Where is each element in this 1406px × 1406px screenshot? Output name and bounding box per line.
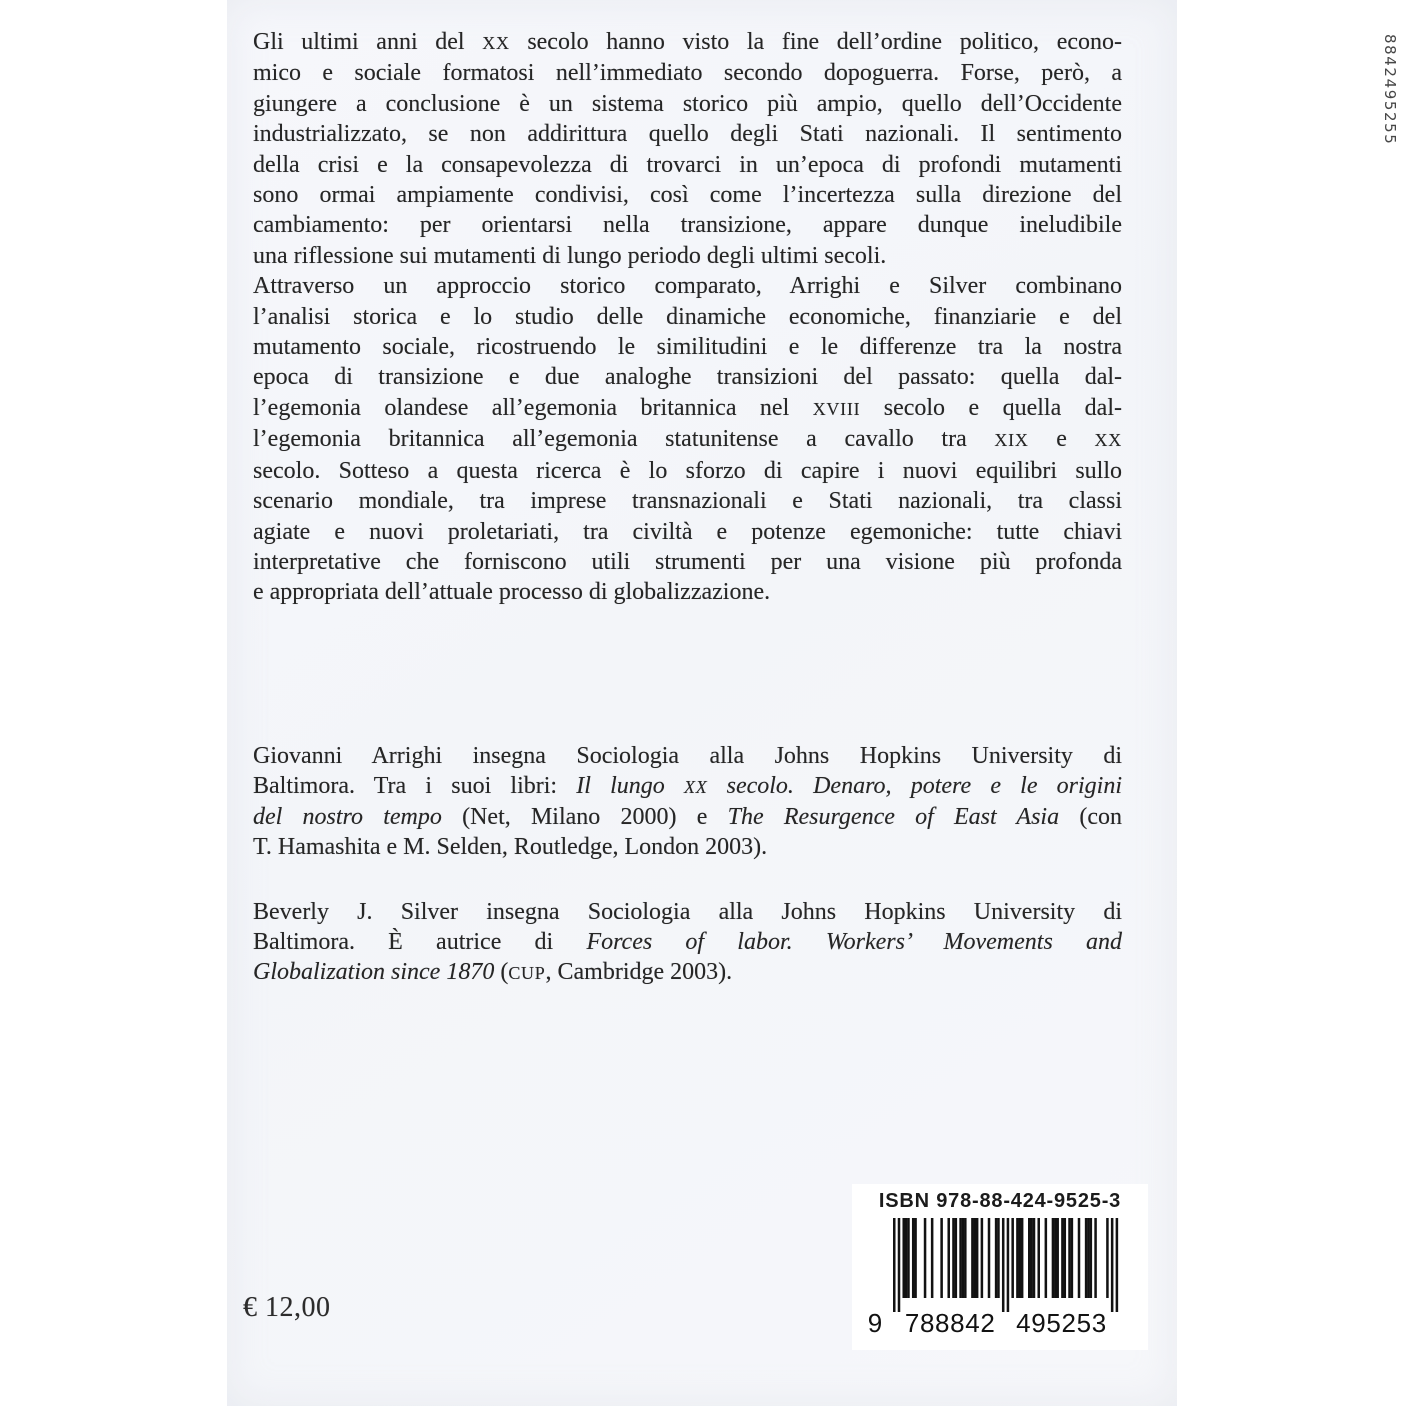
text-segment: Baltimora. Tra i suoi libri: (253, 772, 577, 799)
text-segment: Il lungo (576, 772, 684, 799)
text-segment: mico e sociale formatosi nell’immediato secondo dopoguerra. Forse, però, a (253, 60, 1122, 87)
text-line (253, 742, 1122, 772)
barcode-bar (893, 1218, 896, 1312)
text-segment: secolo. Sotteso a questa ricerca è lo sforzo di capire i nuovi equilibri sullo (253, 457, 1122, 484)
barcode-bar (959, 1218, 962, 1298)
barcode-bar (898, 1218, 901, 1312)
barcode-bar (905, 1218, 908, 1298)
barcode-bar (914, 1218, 917, 1298)
text-line (253, 271, 1122, 301)
barcode-bar (981, 1218, 984, 1298)
text-segment: ( (494, 958, 509, 985)
barcode-bar (1030, 1218, 1033, 1298)
barcode-bar (995, 1218, 998, 1298)
barcode-bar (1033, 1218, 1036, 1298)
text-line (253, 180, 1122, 210)
barcode-bar (974, 1218, 977, 1298)
text-segment: Globalization since 1870 (253, 958, 495, 985)
barcode-bar (1021, 1218, 1024, 1298)
text-segment: XVIII (812, 398, 861, 419)
barcode-bar (1090, 1218, 1093, 1298)
text-line (253, 424, 1122, 455)
barcode-bar (1007, 1218, 1010, 1312)
text-line (253, 772, 1122, 803)
barcode-bar (1106, 1218, 1109, 1298)
text-line (253, 362, 1122, 392)
barcode-bar (1064, 1218, 1067, 1298)
barcode-bar (1054, 1218, 1057, 1298)
barcode-bar (907, 1218, 910, 1298)
barcode-bar (1068, 1218, 1071, 1298)
text-segment: Baltimora. È autrice di (253, 928, 587, 955)
text-segment: Beverly J. Silver insegna Sociologia alla Johns Hopkins University di (253, 899, 1122, 925)
text-segment: XX (683, 776, 708, 797)
barcode-bar (976, 1218, 979, 1298)
text-line (253, 332, 1122, 362)
text-segment: sono ormai ampiamente condivisi, così come l’incertezza sulla direzione del (253, 182, 1122, 209)
barcode-digits: 495253 (1016, 1308, 1107, 1336)
text-line (253, 58, 1122, 88)
text-line (253, 898, 1122, 928)
barcode-bar (924, 1218, 927, 1298)
text-line (253, 803, 1122, 833)
text-line (253, 456, 1122, 486)
ean13-barcode (863, 1218, 1123, 1336)
author-bio-arrighi (253, 742, 1122, 863)
barcode-bar (1094, 1218, 1097, 1298)
text-segment: e appropriata dell’attuale processo di globalizzazione. (253, 579, 771, 606)
text-segment: secolo. Denaro, potere e le origini (707, 772, 1123, 799)
text-line (253, 833, 1122, 863)
barcode-bar (964, 1218, 967, 1298)
barcode-bar (1037, 1218, 1040, 1298)
barcode-bar (1019, 1218, 1022, 1298)
barcode-bar (1085, 1218, 1088, 1298)
text-segment: cambiamento: per orientarsi nella transizione, appare dunque ineludibile (253, 212, 1122, 239)
text-line (253, 577, 1122, 607)
text-line (253, 119, 1122, 149)
text-segment: scenario mondiale, tra imprese transnazionali e Stati nazionali, tra classi (253, 488, 1122, 515)
barcode-bar (962, 1218, 965, 1298)
text-segment: secolo e quella dal- (860, 394, 1122, 421)
text-segment: Gli ultimi anni del (253, 29, 483, 55)
text-line (253, 241, 1122, 271)
barcode-bar (971, 1218, 974, 1298)
barcode-digits: 9 (867, 1308, 883, 1336)
text-segment: del nostro tempo (253, 803, 442, 830)
barcode-bar (940, 1218, 943, 1298)
text-segment: epoca di transizione e due analoghe transizioni del passato: quella dal- (253, 364, 1122, 391)
text-line (253, 393, 1122, 424)
text-segment: industrializzato, se non addirittura quello degli Stati nazionali. Il sentimento (253, 121, 1122, 148)
text-line (253, 302, 1122, 332)
text-line (253, 517, 1122, 547)
text-segment: l’egemonia olandese all’egemonia britannica nel (253, 394, 813, 421)
text-line (253, 547, 1122, 577)
barcode-bar (931, 1218, 934, 1298)
book-back-cover (227, 0, 1399, 1406)
isbn-label: ISBN 978-88-424-9525-3 (878, 1190, 1122, 1212)
barcode-bar (955, 1218, 958, 1298)
blurb-paragraph-1 (253, 27, 1122, 271)
text-segment: Giovanni Arrighi insegna Sociologia alla Johns Hopkins University di (253, 743, 1122, 769)
barcode-bar (1116, 1218, 1119, 1312)
text-segment: T. Hamashita e M. Selden, Routledge, London 2003). (253, 833, 768, 860)
text-line (253, 150, 1122, 180)
barcode-bar (1087, 1218, 1090, 1298)
author-bio-silver (253, 898, 1122, 989)
barcode-bar (1011, 1218, 1014, 1298)
text-segment: Forces of labor. Workers’ Movements and (586, 928, 1122, 955)
barcode-bar (997, 1218, 1000, 1298)
barcode-bar (1071, 1218, 1074, 1298)
back-cover-blurb (253, 27, 1122, 608)
text-segment: una riflessione sui mutamenti di lungo periodo degli ultimi secoli. (253, 242, 887, 269)
barcode-bar (1078, 1218, 1081, 1298)
barcode-bar (912, 1218, 915, 1298)
text-segment: CUP (508, 962, 546, 983)
barcode-bar (1056, 1218, 1059, 1298)
text-segment: (Net, Milano 2000) e (441, 803, 728, 830)
barcode-bar (1111, 1218, 1114, 1312)
text-segment: interpretative che forniscono utili strumenti per una visione più profonda (253, 548, 1122, 575)
barcode-bar (947, 1218, 950, 1298)
text-segment: agiate e nuovi proletariati, tra civiltà e potenze egemoniche: tutte chiavi (253, 518, 1122, 545)
barcode-panel (852, 1184, 1148, 1350)
barcode-digits: 788842 (904, 1308, 995, 1336)
text-segment: The Resurgence of East Asia (727, 803, 1060, 830)
barcode-bar (1028, 1218, 1031, 1298)
text-segment: , Cambridge 2003). (545, 958, 733, 985)
barcode-bar (1002, 1218, 1005, 1312)
barcode-bar (952, 1218, 955, 1298)
text-line (253, 486, 1122, 516)
barcode-bar (1016, 1218, 1019, 1298)
text-segment: (con (1059, 803, 1122, 830)
text-segment: Attraverso un approccio storico comparato, Arrighi e Silver combinano (253, 273, 1122, 300)
text-segment: XX (1094, 430, 1122, 451)
text-segment: l’egemonia britannica all’egemonia statunitense a cavallo tra (253, 426, 995, 453)
text-segment: l’analisi storica e lo studio delle dinamiche economiche, finanziarie e del (253, 303, 1122, 330)
text-line (253, 210, 1122, 240)
text-segment: della crisi e la consapevolezza di trovarci in un’epoca di profondi mutamenti (253, 151, 1122, 178)
barcode-bar (1045, 1218, 1048, 1298)
price-label: € 12,00 (243, 1292, 331, 1323)
barcode-bar (988, 1218, 991, 1298)
publisher-spine-code: 8842495255 (1381, 34, 1399, 146)
barcode-bar (902, 1218, 905, 1298)
text-segment: XX (482, 33, 510, 53)
text-line (253, 89, 1122, 119)
text-segment: e (1028, 426, 1095, 453)
text-segment: giungere a conclusione è un sistema storico più ampio, quello dell’Occidente (253, 90, 1122, 117)
text-line (253, 27, 1122, 58)
text-line (253, 928, 1122, 958)
text-segment: mutamento sociale, ricostruendo le similitudini e le differenze tra la nostra (253, 334, 1122, 361)
barcode-bar (1061, 1218, 1064, 1298)
text-line (253, 958, 1122, 989)
barcode-bar (1052, 1218, 1055, 1298)
blurb-paragraph-2 (253, 271, 1122, 607)
text-segment: XIX (994, 430, 1029, 451)
text-segment: secolo hanno visto la fine dell’ordine politico, econo- (509, 29, 1122, 55)
